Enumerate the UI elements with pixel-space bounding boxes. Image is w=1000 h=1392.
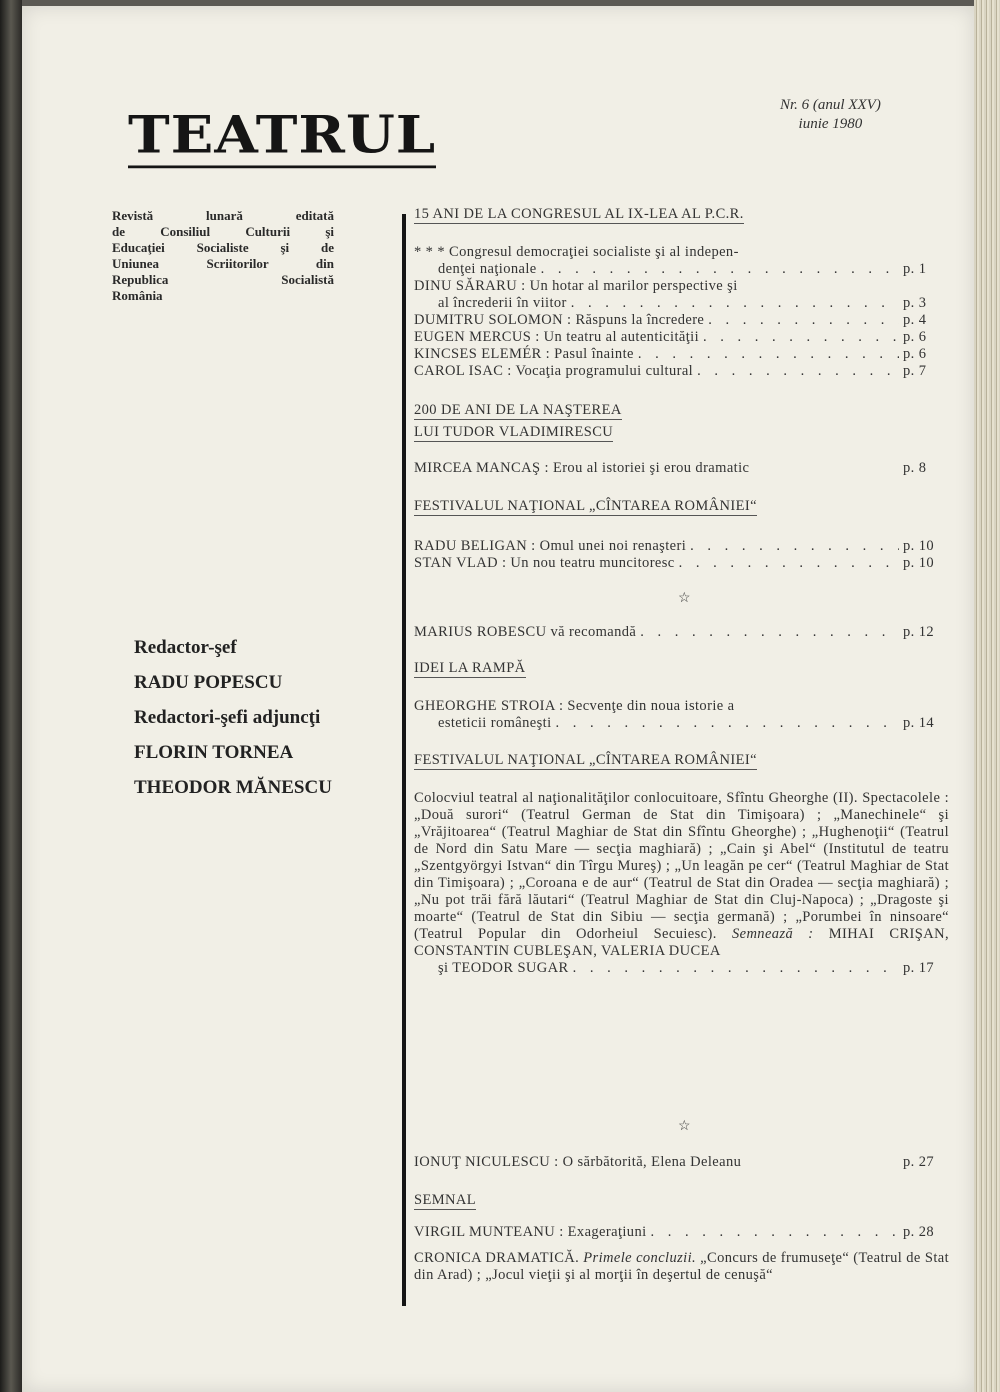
star-icon: ☆ xyxy=(678,1119,691,1134)
chief-name: RADU POPESCU xyxy=(134,672,283,693)
toc-entry[interactable]: RADU BELIGAN : Omul unei noi renaşteri . . . p. 10 xyxy=(414,538,949,555)
section-heading: FESTIVALUL NAŢIONAL „CÎNTAREA ROMÂNIEI“ xyxy=(414,498,757,514)
toc-entry[interactable]: DINU SĂRARU : Un hotar al marilor perspective şi al încrederii în viitor . . . p. 3 xyxy=(414,278,949,312)
star-icon: ☆ xyxy=(678,591,691,606)
editorial-board xyxy=(134,630,332,805)
publisher-line: Educaţiei Socialiste şi de xyxy=(112,240,334,255)
toc-entry[interactable]: VIRGIL MUNTEANU : Exageraţiuni . . . p. 28 xyxy=(414,1224,949,1241)
section-heading: FESTIVALUL NAŢIONAL „CÎNTAREA ROMÂNIEI“ xyxy=(414,752,757,768)
publisher-line: de Consiliul Culturii şi xyxy=(112,224,334,239)
issue-date: iunie 1980 xyxy=(798,116,863,132)
toc-entry[interactable]: IONUŢ NICULESCU : O sărbătorită, Elena Deleanu p. 27 xyxy=(414,1154,934,1170)
binding-shadow xyxy=(0,0,22,1392)
section-heading: LUI TUDOR VLADIMIRESCU xyxy=(414,424,614,440)
issue-number: Nr. 6 (anul XXV) xyxy=(780,97,881,113)
toc-entry[interactable]: EUGEN MERCUS : Un teatru al autenticităţii . . . p. 6 xyxy=(414,329,949,346)
publisher-line: Republica Socialistă xyxy=(112,272,334,287)
toc-entry[interactable]: MIRCEA MANCAŞ : Erou al istoriei şi erou dramatic p. 8 xyxy=(414,460,927,476)
deputy-name: FLORIN TORNEA xyxy=(134,742,294,763)
publisher-block xyxy=(112,208,334,304)
toc-entry[interactable]: DUMITRU SOLOMON : Răspuns la încredere . . . p. 4 xyxy=(414,312,949,329)
masthead-logo: TEATRUL xyxy=(128,105,436,168)
toc-entry[interactable]: MARIUS ROBESCU vă recomandă . . . p. 12 xyxy=(414,624,949,641)
section-heading: SEMNAL xyxy=(414,1192,477,1208)
section-heading: IDEI LA RAMPĂ xyxy=(414,660,526,676)
toc-entry-cronica[interactable]: CRONICA DRAMATICĂ. Primele concluzii. „Concurs de frumuseţe“ (Teatrul de Stat din Arad) ; „Jocul vieţii şi al morţii în deşertul de cenuşă“ xyxy=(414,1250,950,1283)
toc-entry[interactable]: STAN VLAD : Un nou teatru muncitoresc . . . p. 10 xyxy=(414,555,949,572)
toc-entry[interactable]: CAROL ISAC : Vocaţia programului cultural . . . p. 7 xyxy=(414,363,949,380)
column-divider xyxy=(402,214,406,1306)
toc-entry-colocviu[interactable]: Colocviul teatral al naţionalităţilor conlocuitoare, Sfîntu Gheorghe (II). Spectacolele : „Două surori“ (Teatrul German de Stat din Timişoara) ; „Manechinele“ şi „Vrăjitoarea“ (Teatrul Maghiar de Stat din Sfîntu Gheorghe) ; „Hughenoţii“ (Teatrul de Nord din Satu Mare — secţia maghiară) ; „Cain şi Abel“ (Institutul de teatru „Szentgyörgyi Istvan“ din Tîrgu Mureş) ; „Un leagăn pe cer“ (Teatrul Maghiar de Stat din Timişoara) ; „Coroana e de aur“ (Teatrul de Stat din Oradea — secţia maghiară) ; „Nu pot trăi fără lăutari“ (Teatrul Maghiar de Stat din Cluj-Napoca) ; „Dragoste şi moarte“ (Teatrul de Stat din Sibiu — secţia germană) ; „Porumbei în ninsoare“ (Teatrul Popular din Odorheiul Secuiesc). Semnează : MIHAI CRIŞAN, CONSTANTIN CUBLEŞAN, VALERIA DUCEA şi TEODOR SUGAR . . . p. 17 xyxy=(414,790,949,977)
page-stack-edge xyxy=(974,0,1000,1392)
deputy-label: Redactori-şefi adjuncţi xyxy=(134,707,321,728)
toc-entry[interactable]: * * * Congresul democraţiei socialiste şi al indepen- denţei naţionale . . . p. 1 xyxy=(414,244,949,278)
section-heading: 15 ANI DE LA CONGRESUL AL IX-LEA AL P.C.R. xyxy=(414,206,744,222)
section-heading: 200 DE ANI DE LA NAŞTEREA xyxy=(414,402,622,418)
toc-entry[interactable]: GHEORGHE STROIA : Secvenţe din noua istorie a esteticii româneşti . . . p. 14 xyxy=(414,698,949,732)
publisher-line: România xyxy=(112,288,163,303)
chief-label: Redactor-şef xyxy=(134,637,237,658)
deputy-name: THEODOR MĂNESCU xyxy=(134,777,332,798)
toc-entry[interactable]: KINCSES ELEMÉR : Pasul înainte . . . p. 6 xyxy=(414,346,949,363)
issue-info xyxy=(780,96,881,134)
publisher-line: Revistă lunară editată xyxy=(112,208,334,223)
publisher-line: Uniunea Scriitorilor din xyxy=(112,256,334,271)
